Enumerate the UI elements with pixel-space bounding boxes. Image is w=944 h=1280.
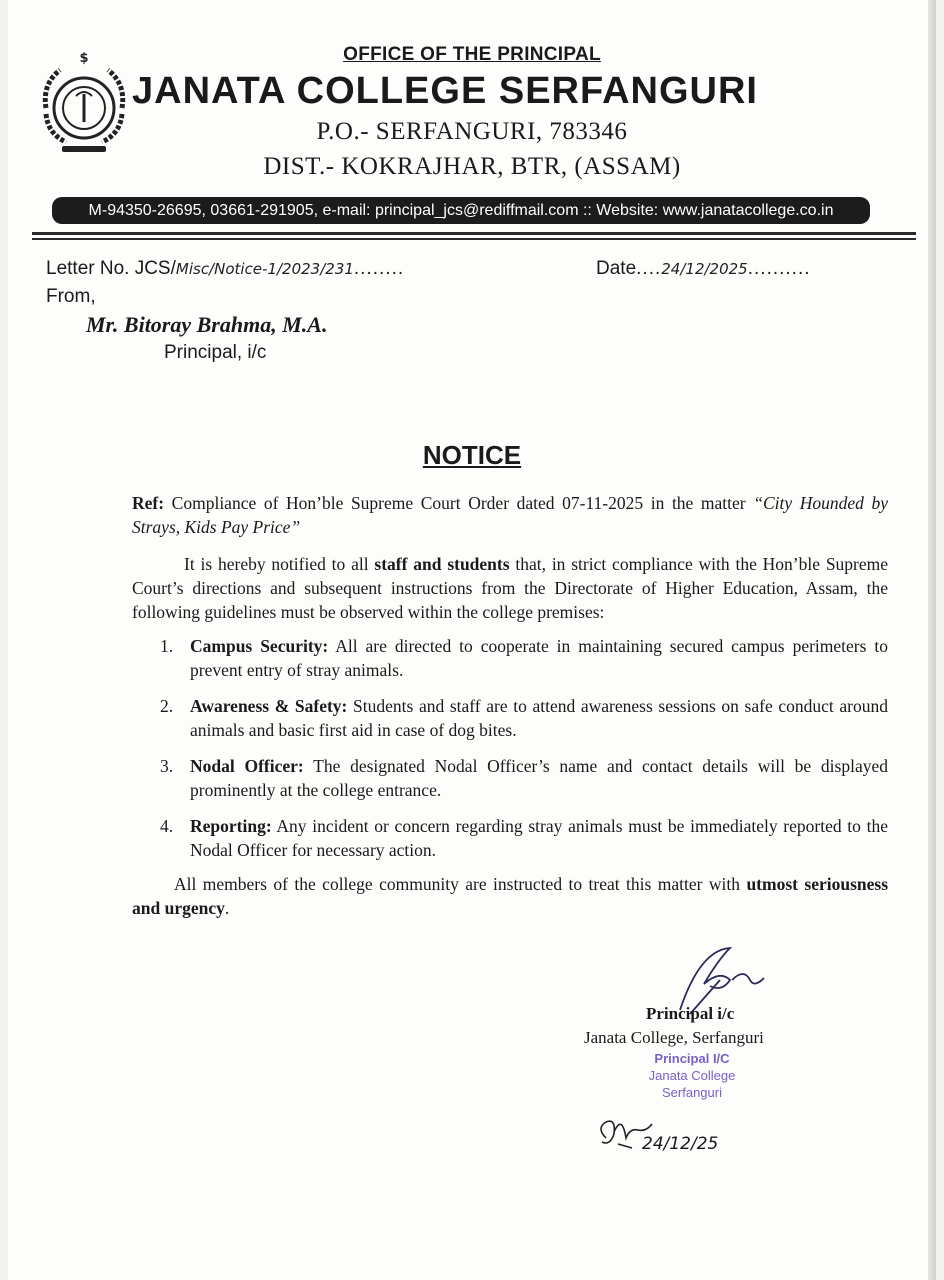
ref-text: Compliance of Hon’ble Supreme Court Order dated 07-11-2025 in the matter [171, 493, 746, 513]
date-value: 24/12/2025 [661, 260, 748, 278]
letter-number: Letter No. JCS/Misc/Notice-1/2023/231........ [46, 258, 405, 279]
letter-date: Date....24/12/2025.......... [596, 258, 811, 279]
signatory-place: Janata College, Serfanguri [584, 1028, 764, 1047]
item-number: 4. [160, 816, 174, 836]
item-heading: Campus Security: [190, 636, 329, 656]
contact-band: M-94350-26695, 03661-291905, e-mail: principal_jcs@rediffmail.com :: Website: www.janatacollege.co.in [52, 197, 870, 224]
closing-end: . [224, 898, 230, 918]
item-number: 3. [160, 756, 174, 776]
intro-before: It is hereby notified to all [184, 554, 369, 574]
stamp-line-3: Serfanguri [662, 1085, 722, 1100]
stamp-line-2: Janata College [648, 1068, 736, 1083]
closing-bold: utmost seriousness and urgency [132, 874, 889, 918]
signatory-title: Principal i/c [646, 1004, 735, 1023]
sender-name: Mr. Bitoray Brahma, M.A. [86, 312, 328, 337]
office-heading: OFFICE OF THE PRINCIPAL [343, 44, 601, 65]
item-heading: Awareness & Safety: [190, 696, 348, 716]
item-heading: Nodal Officer: [190, 756, 304, 776]
address-line-1: P.O.- SERFANGURI, 783346 [316, 118, 628, 145]
guidelines-list [160, 634, 888, 874]
college-name: JANATA COLLEGE SERFANGURI [132, 70, 758, 112]
closing-before: All members of the college community are instructed to treat this matter with [174, 874, 740, 894]
intro-bold: staff and students [374, 554, 510, 574]
address-line-2: DIST.- KOKRAJHAR, BTR, (ASSAM) [263, 153, 681, 180]
page-edge [928, 0, 936, 1280]
date-label: Date [596, 258, 637, 279]
list-item [160, 634, 888, 682]
item-text: All are directed to cooperate in maintaining secured campus perimeters to prevent entry of stray animals. [190, 636, 888, 680]
letter-number-value: Misc/Notice-1/2023/231 [175, 260, 354, 278]
list-item [160, 814, 888, 862]
notice-intro [132, 552, 888, 624]
ref-label: Ref: [132, 493, 165, 513]
stamp-line-1: Principal I/C [654, 1051, 730, 1066]
from-label: From, [46, 286, 96, 307]
svg-text:$: $ [79, 51, 89, 66]
ref-quote: “City Hounded by Strays, Kids Pay Price” [132, 493, 889, 537]
item-number: 1. [160, 636, 174, 656]
list-item [160, 754, 888, 802]
list-item [160, 694, 888, 742]
header-rule-thin [32, 238, 916, 240]
letter-number-label: Letter No. JCS/ [46, 258, 176, 279]
header-rule [32, 232, 916, 235]
item-text: Any incident or concern regarding stray animals must be immediately reported to the Nodal Officer for necessary action. [190, 816, 888, 860]
handwritten-date: 24/12/25 [642, 1134, 719, 1154]
item-number: 2. [160, 696, 174, 716]
notice-title: NOTICE [422, 440, 522, 470]
item-text: The designated Nodal Officer’s name and contact details will be displayed prominently at the college entrance. [190, 756, 888, 800]
item-text: Students and staff are to attend awareness sessions on safe conduct around animals and basic first aid in case of dog bites. [190, 696, 888, 740]
notice-reference [132, 491, 888, 539]
intro-after: that, in strict compliance with the Hon’ble Supreme Court’s directions and subsequent instructions from the Directorate of Higher Education, Assam, the following guidelines must be observed within the college premises: [132, 554, 889, 622]
sender-role: Principal, i/c [164, 342, 267, 363]
notice-closing [132, 872, 888, 920]
item-heading: Reporting: [190, 816, 272, 836]
